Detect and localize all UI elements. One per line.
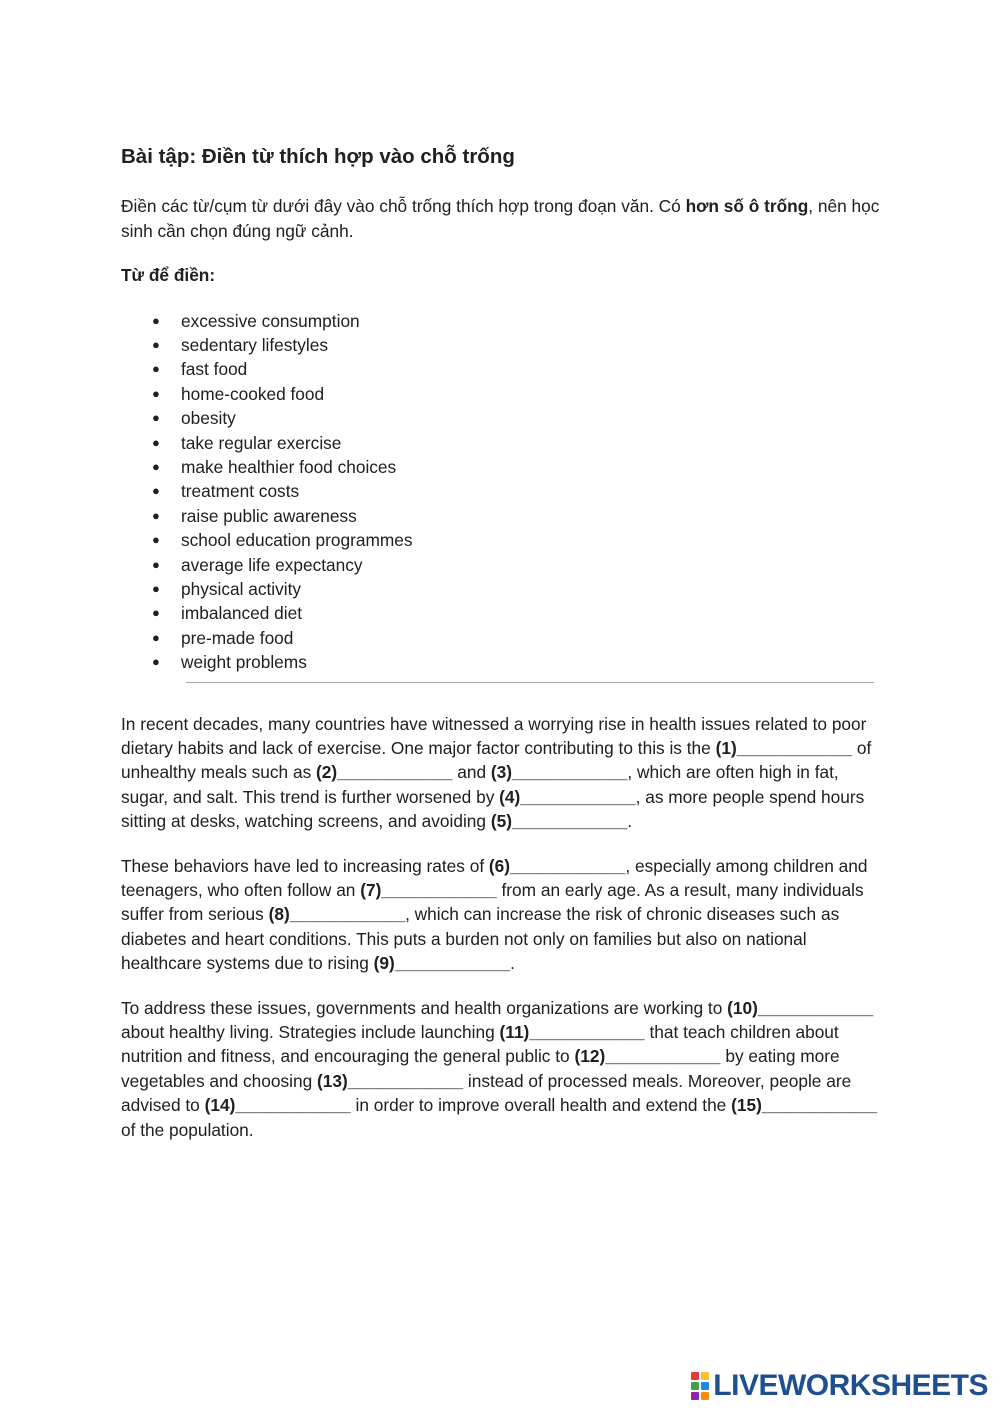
word-bank-item: ● home-cooked food <box>152 382 881 406</box>
logo-square <box>701 1382 709 1390</box>
blank-13[interactable]: (13)____________ <box>317 1070 464 1091</box>
bullet-icon: ● <box>152 605 160 621</box>
word-bank-list <box>121 309 881 675</box>
blank-4[interactable]: (4)____________ <box>499 786 636 807</box>
word-bank-item: ● take regular exercise <box>152 431 881 455</box>
paragraph-3: To address these issues, governments and health organizations are working to (10)____________ about healthy living. Strategies include launching (11)____________ that teach children about nutrition and fitness, and encouraging the general public to (12)____________ by eating more vegetables and choosing (13)____________ instead of processed meals. Moreover, people are advised to (14)____________ in order to improve overall health and extend the (15)____________ of the population. <box>121 997 878 1140</box>
logo-square <box>691 1392 699 1400</box>
word-bank-item: ● raise public awareness <box>152 504 881 528</box>
blank-6[interactable]: (6)____________ <box>488 855 626 876</box>
instructions-text: Điền các từ/cụm từ dưới đây vào chỗ trống thích hợp trong đoạn văn. Có <box>121 196 686 216</box>
word-bank-item: ● imbalanced diet <box>152 601 881 625</box>
blank-12[interactable]: (12)____________ <box>574 1046 721 1067</box>
word-bank-item: ● school education programmes <box>152 528 881 552</box>
page-title: Bài tập: Điền từ thích hợp vào chỗ trống <box>121 145 515 168</box>
bullet-icon: ● <box>152 556 160 572</box>
word-bank-item: ● pre-made food <box>152 626 881 650</box>
blank-14[interactable]: (14)____________ <box>204 1095 351 1116</box>
liveworksheets-logo <box>691 1370 988 1402</box>
instructions <box>121 194 881 243</box>
instructions-emphasis: hơn số ô trống <box>685 196 809 216</box>
blank-3[interactable]: (3)____________ <box>490 762 628 783</box>
bullet-icon: ● <box>152 507 160 523</box>
bullet-icon: ● <box>152 532 160 548</box>
blank-2[interactable]: (2)____________ <box>316 762 453 783</box>
logo-text: LIVEWORKSHEETS <box>713 1369 988 1402</box>
worksheet-page <box>121 140 881 1142</box>
section-divider <box>186 682 874 683</box>
word-bank-item: ● make healthier food choices <box>152 455 881 479</box>
bullet-icon: ● <box>152 385 160 401</box>
word-bank-item: ● sedentary lifestyles <box>152 333 881 357</box>
bullet-icon: ● <box>152 336 160 352</box>
word-bank-item: ● physical activity <box>152 577 881 601</box>
blank-5[interactable]: (5)____________ <box>490 811 628 832</box>
bullet-icon: ● <box>152 629 160 645</box>
bullet-icon: ● <box>152 458 160 474</box>
word-bank-item: ● treatment costs <box>152 479 881 503</box>
bullet-icon: ● <box>152 361 160 377</box>
bullet-icon: ● <box>152 483 160 499</box>
instructions-text-end: , nên học sinh cần chọn đúng ngữ cảnh. <box>121 196 880 241</box>
bullet-icon: ● <box>152 654 160 670</box>
bullet-icon: ● <box>152 434 160 450</box>
word-bank-item: ● obesity <box>152 406 881 430</box>
bullet-icon: ● <box>152 580 160 596</box>
logo-square <box>701 1392 709 1400</box>
logo-square <box>691 1372 699 1380</box>
paragraph-2: These behaviors have led to increasing rates of (6)____________, especially among children and teenagers, who often follow an (7)____________ from an early age. As a result, many individuals suffer from serious (8)____________, which can increase the risk of chronic diseases such as diabetes and heart conditions. This puts a burden not only on families but also on national healthcare systems due to rising (9)____________. <box>121 855 868 974</box>
blank-7[interactable]: (7)____________ <box>360 880 497 901</box>
logo-square <box>691 1382 699 1390</box>
paragraph-1: In recent decades, many countries have witnessed a worrying rise in health issues related to poor dietary habits and lack of exercise. One major factor contributing to this is the (1)____________ of unhealthy meals such as (2)____________ and (3)____________, which are often high in fat, sugar, and salt. This trend is further worsened by (4)____________, as more people spend hours sitting at desks, watching screens, and avoiding (5)____________. <box>121 713 872 832</box>
word-bank-item: ● average life expectancy <box>152 553 881 577</box>
word-bank-item: ● excessive consumption <box>152 309 881 333</box>
bullet-icon: ● <box>152 410 160 426</box>
blank-10[interactable]: (10)____________ <box>727 997 874 1018</box>
logo-square <box>701 1372 709 1380</box>
blank-1[interactable]: (1)____________ <box>715 738 853 758</box>
word-bank-item: ● weight problems <box>152 650 881 674</box>
blank-15[interactable]: (15)____________ <box>731 1095 878 1116</box>
word-bank-label: Từ để điền: <box>121 265 216 285</box>
logo-mark-icon <box>691 1372 709 1400</box>
blank-9[interactable]: (9)____________ <box>373 953 511 974</box>
blank-11[interactable]: (11)____________ <box>499 1022 645 1043</box>
bullet-icon: ● <box>152 312 160 328</box>
blank-8[interactable]: (8)____________ <box>268 904 406 925</box>
word-bank-item: ● fast food <box>152 357 881 381</box>
